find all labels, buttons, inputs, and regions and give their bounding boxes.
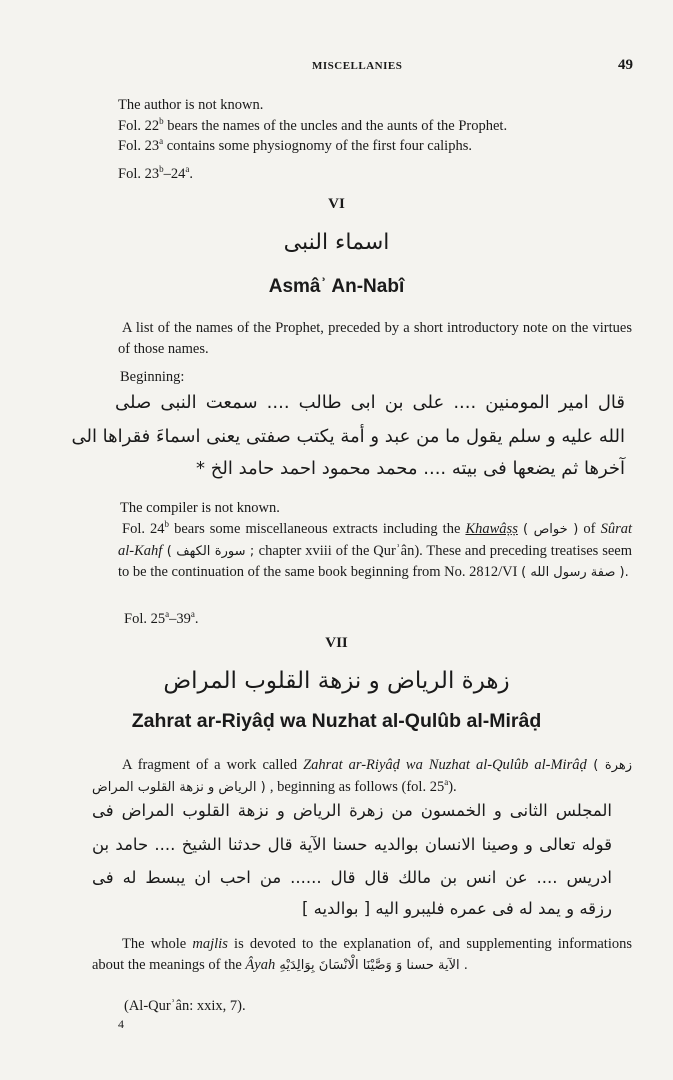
section-vi-description: A list of the names of the Prophet, preceded by a short introductory note on the virtues of those names.: [118, 320, 632, 357]
page-number: 49: [618, 57, 633, 73]
section-title-vii: Zahrat ar-Riyâḍ wa Nuzhat al-Qulûb al-Mirâḍ: [131, 710, 542, 732]
intro-block: [118, 95, 648, 184]
arabic-line-vi-3: آخرها ثم يضعها فى بيته .... محمد محمود احمد حامد الخ *: [196, 458, 625, 479]
arabic-line-vii-2: قوله تعالى و وصينا الانسان بوالديه حسنا الآية قال حدثنا الشيخ .... حامد بن: [92, 835, 612, 854]
section-title-vi: Asmâʾ An-Nabî: [268, 276, 405, 297]
fol23b-line: Fol. 23$^b$–24$^a$.: [118, 163, 193, 182]
compiler-line: The compiler is not known.: [120, 500, 280, 516]
signature-mark: 4: [118, 1017, 124, 1031]
arabic-title-vi: اسماء النبى: [283, 230, 390, 255]
fol25-line: Fol. 25$^a$–39$^a$.: [124, 609, 199, 627]
page-header: [0, 57, 673, 82]
running-title: MISCELLANIES: [312, 60, 403, 72]
arabic-line-vii-4: رزقه و يمد له فى عمره فليبرو اليه [ بوالديه ]: [301, 899, 612, 918]
quran-reference: (Al-Qurʾân: xxix, 7).: [124, 998, 246, 1014]
majlis-paragraph: The whole majlis is devoted to the explanation of, and supplementing informations about the meanings of the Âyah الآية حسنا وَ وَصَّيْنَا الْانْسَانَ بِوَالِدَيْهِ .: [92, 936, 632, 973]
fol23-line: Fol. 23$^a$ contains some physiognomy of the first four caliphs.: [118, 136, 472, 154]
arabic-line-vi-2: الله عليه و سلم يقول ما من عبد و أمة يكتب صفتى يعنى اسماءَ فقراها الى: [71, 426, 625, 447]
arabic-line-vii-1: المجلس الثانى و الخمسون من زهرة الرياض و نزهة القلوب المراض فى: [92, 801, 612, 820]
arabic-title-vii: زهرة الرياض و نزهة القلوب المراض: [163, 668, 510, 694]
arabic-line-vi-1: قال امير المومنين .... على بن ابى طالب .... سمعت النبى صلى: [115, 392, 625, 413]
fol24-paragraph: Fol. 24$^b$ bears some miscellaneous extracts including the Khawâṣṣ ( خواص ) of Sûrat al-Kahf ( سورة الكهف ; chapter xviii of the Qurʾân). These and preceding treatises seem to be the continuation of the same book beginning from No. 2812/VI ( صفة رسول الله ).: [118, 519, 632, 580]
arabic-line-vii-3: ادريس .... عن انس بن مالك قال قال ...... من احب ان يبسط له فى: [92, 868, 612, 887]
section-number-vii: VII: [325, 635, 348, 651]
beginning-label: Beginning:: [120, 369, 185, 385]
section-vii-description: A fragment of a work called Zahrat ar-Riyâḍ wa Nuzhat al-Qulûb al-Mirâḍ ( زهرة الرياض و نزهة القلوب المراض ) , beginning as follows (fol. 25$^a$).: [92, 757, 633, 795]
author-line: The author is not known.: [118, 97, 264, 113]
section-number-vi: VI: [328, 196, 345, 212]
fol22-line: Fol. 22$^b$ bears the names of the uncles and the aunts of the Prophet.: [118, 115, 508, 134]
